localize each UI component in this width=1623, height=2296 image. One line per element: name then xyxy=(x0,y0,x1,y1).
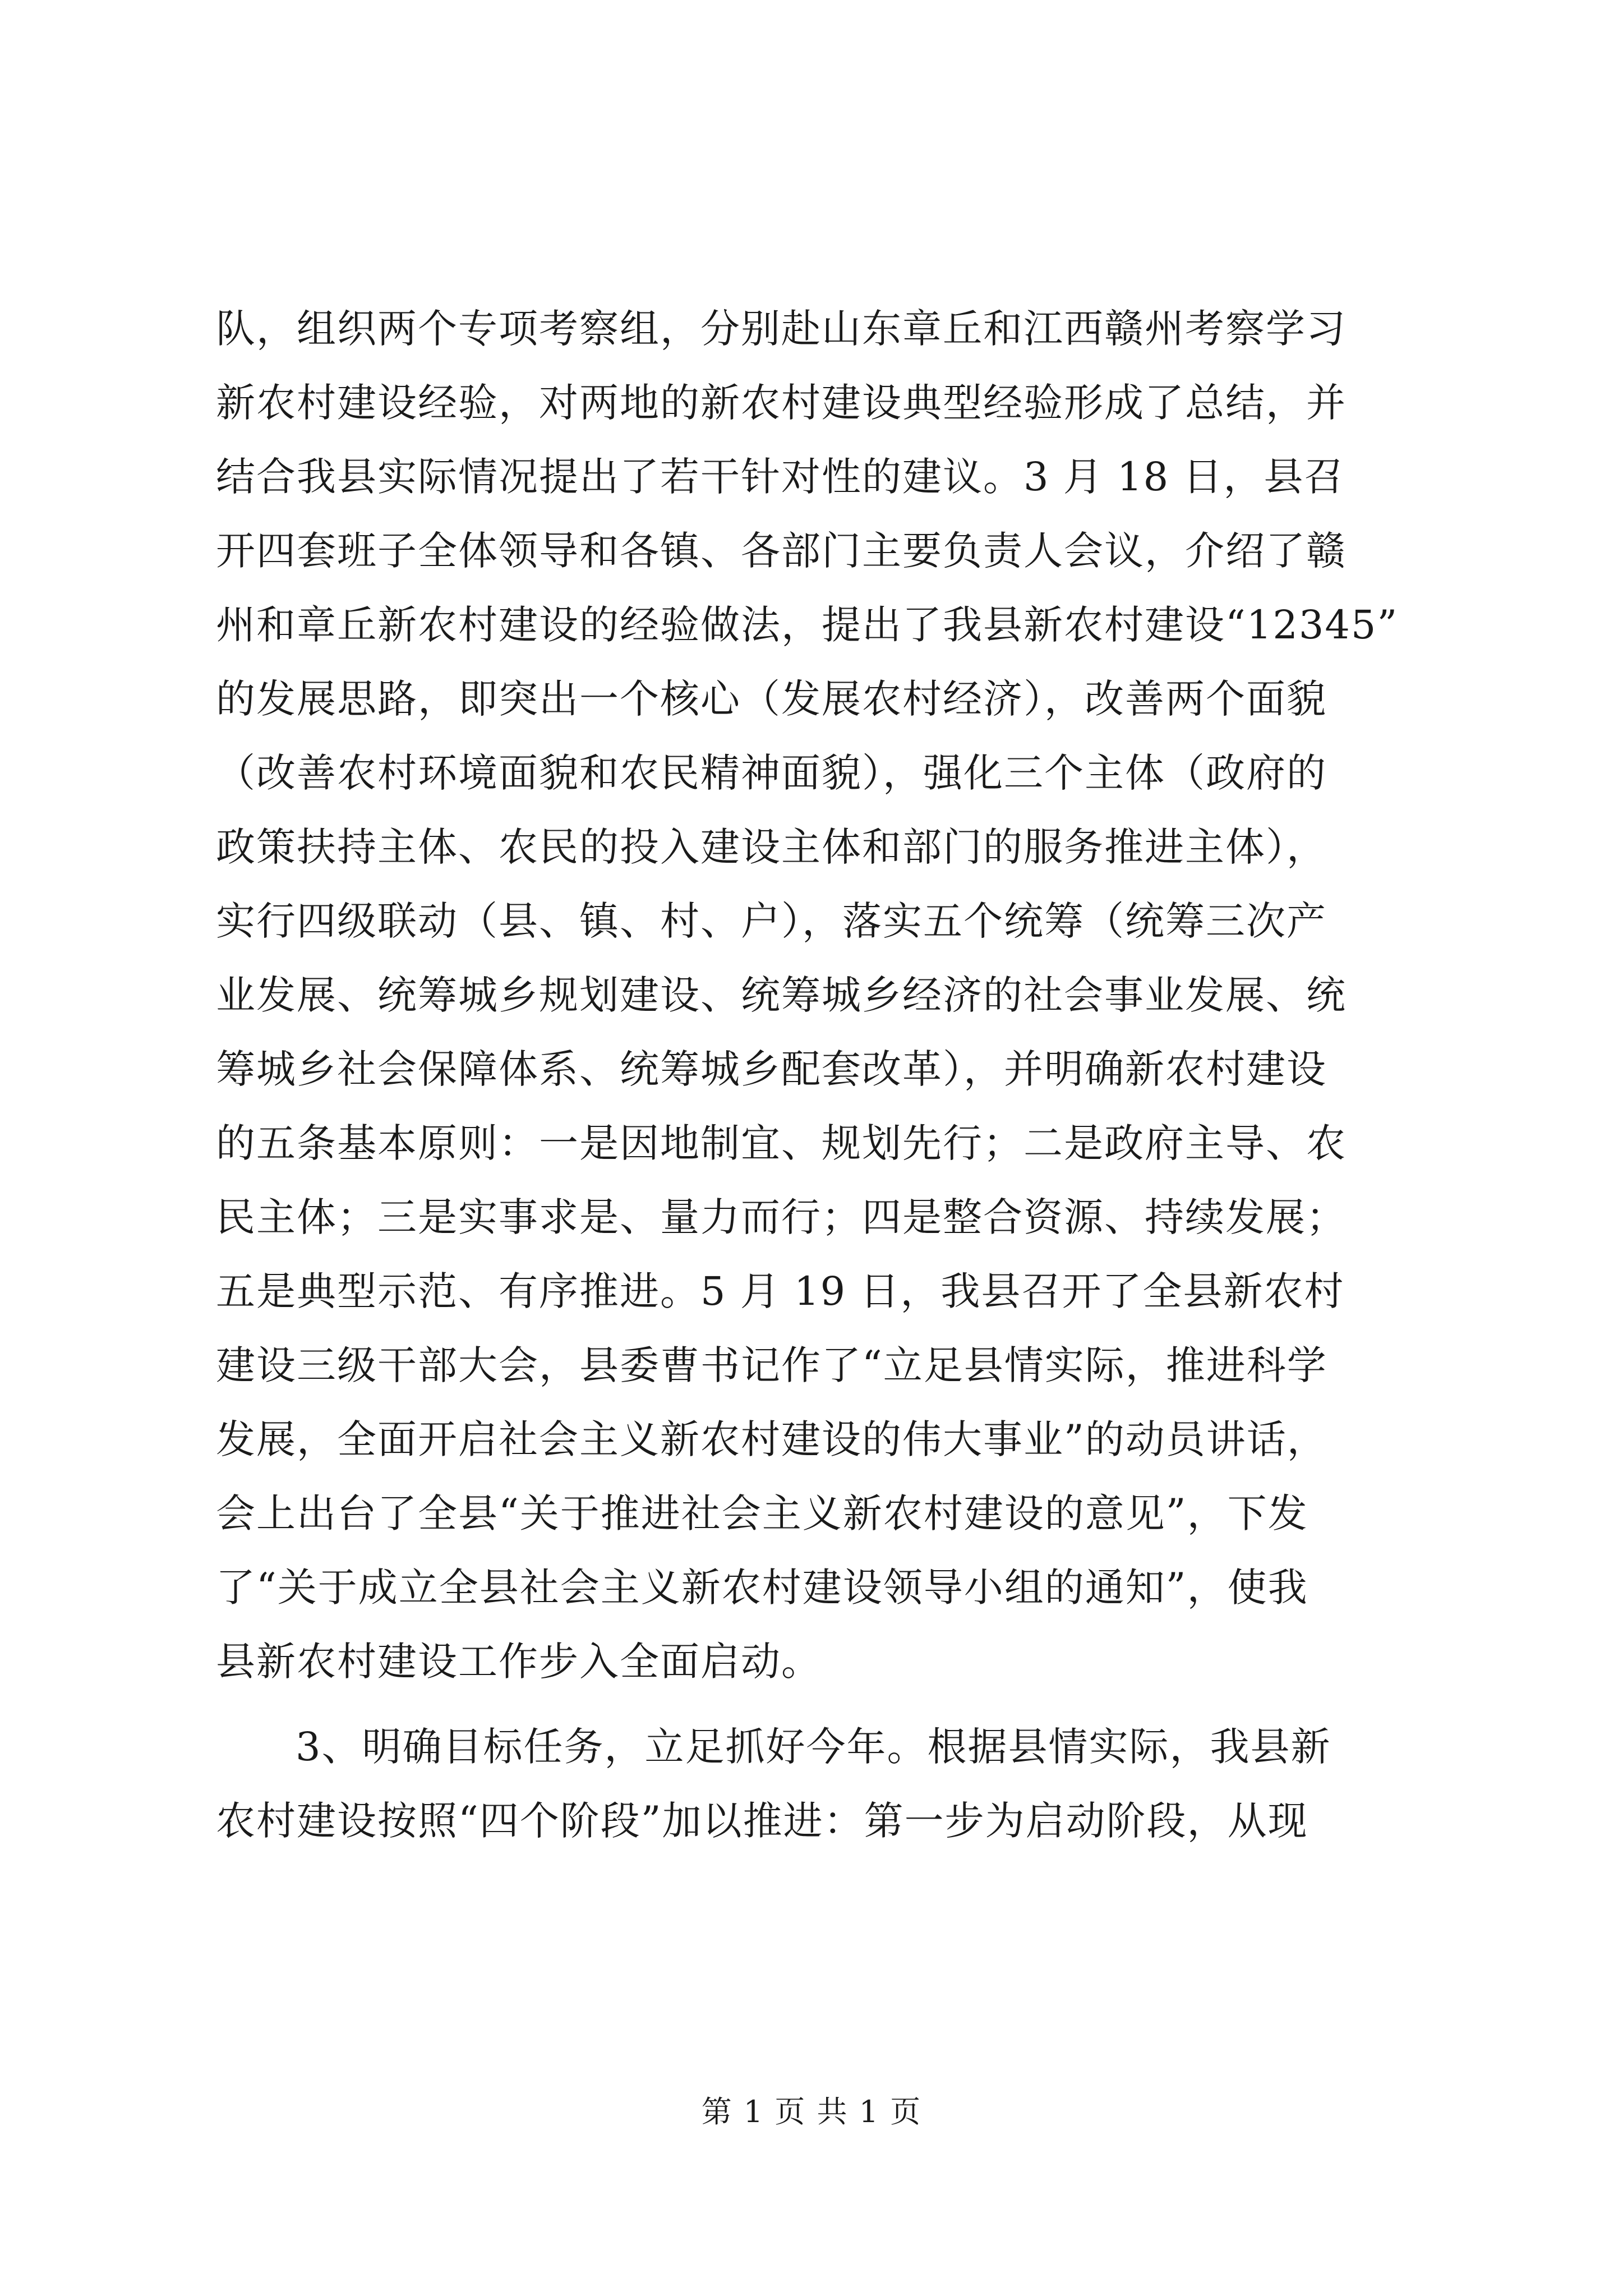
text-line: 实行四级联动（县、镇、村、户），落实五个统筹（统筹三次产 xyxy=(216,898,1327,944)
text-line: 的五条基本原则：一是因地制宜、规划先行；二是政府主导、农 xyxy=(216,1120,1347,1166)
text-line: 农村建设按照“四个阶段”加以推进：第一步为启动阶段，从现 xyxy=(216,1798,1308,1844)
text-line: 了“关于成立全县社会主义新农村建设领导小组的通知”，使我 xyxy=(216,1565,1308,1611)
text-line: 州和章丘新农村建设的经验做法，提出了我县新农村建设“12345” xyxy=(216,602,1399,648)
text-line: 民主体；三是实事求是、量力而行；四是整合资源、持续发展； xyxy=(216,1194,1347,1240)
text-line: 结合我县实际情况提出了若干针对性的建议。3 月 18 日，县召 xyxy=(216,454,1345,500)
text-line: 建设三级干部大会，县委曹书记作了“立足县情实际，推进科学 xyxy=(216,1342,1327,1388)
text-line: 五是典型示范、有序推进。5 月 19 日，我县召开了全县新农村 xyxy=(216,1268,1345,1314)
text-line: 会上出台了全县“关于推进社会主义新农村建设的意见”，下发 xyxy=(216,1490,1308,1536)
text-line: 发展，全面开启社会主义新农村建设的伟大事业”的动员讲话， xyxy=(216,1416,1327,1462)
page-number-footer: 第 1 页 共 1 页 xyxy=(701,2094,922,2129)
text-line: 队，组织两个专项考察组，分别赴山东章丘和江西赣州考察学习 xyxy=(216,306,1347,352)
text-line: 业发展、统筹城乡规划建设、统筹城乡经济的社会事业发展、统 xyxy=(216,972,1347,1018)
text-line: 新农村建设经验，对两地的新农村建设典型经验形成了总结，并 xyxy=(216,380,1347,426)
paragraph xyxy=(216,292,1416,1699)
text-line: （改善农村环境面貌和农民精神面貌），强化三个主体（政府的 xyxy=(216,750,1327,796)
text-line: 的发展思路，即突出一个核心（发展农村经济），改善两个面貌 xyxy=(216,676,1327,722)
paragraph xyxy=(216,1710,1416,1858)
paragraph-gap xyxy=(216,1699,1416,1710)
text-line: 政策扶持主体、农民的投入建设主体和部门的服务推进主体）， xyxy=(216,824,1327,870)
text-line: 筹城乡社会保障体系、统筹城乡配套改革），并明确新农村建设 xyxy=(216,1046,1327,1092)
text-line: 县新农村建设工作步入全面启动。 xyxy=(216,1639,822,1685)
text-line: 开四套班子全体领导和各镇、各部门主要负责人会议，介绍了赣 xyxy=(216,528,1347,574)
body-text xyxy=(216,292,1416,1858)
text-line: 3、明确目标任务，立足抓好今年。根据县情实际，我县新 xyxy=(296,1724,1331,1770)
